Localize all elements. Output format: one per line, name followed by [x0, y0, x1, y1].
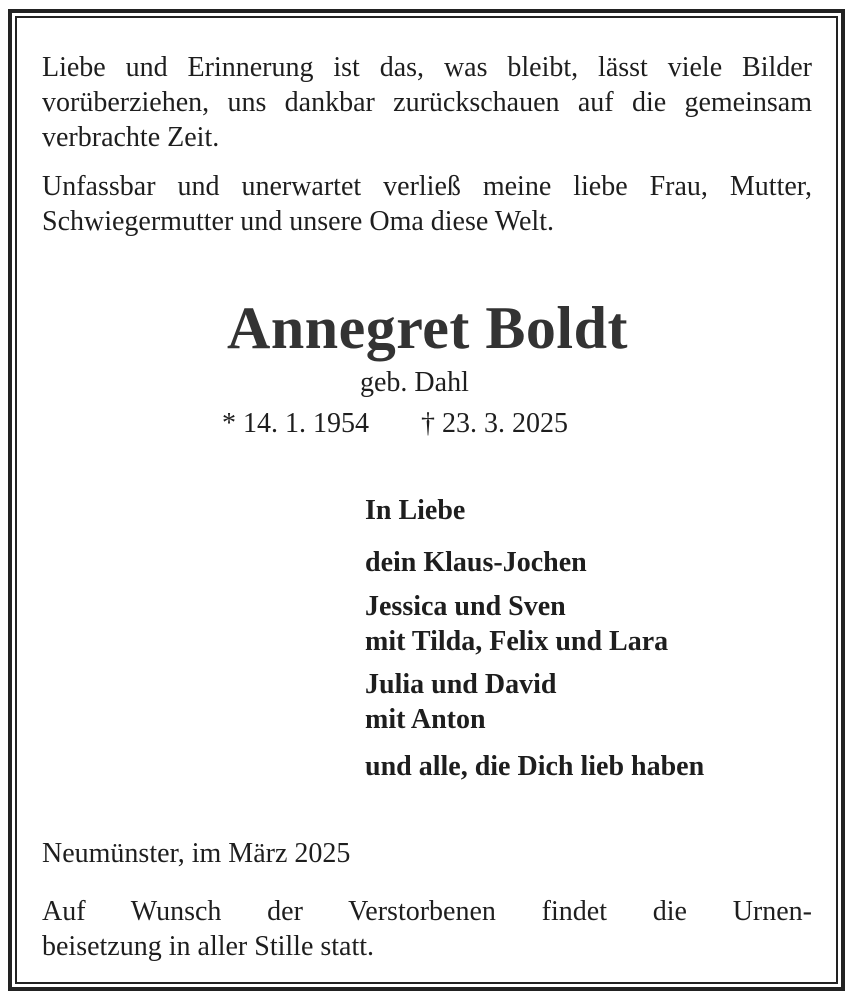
- mourners-list: [365, 493, 704, 784]
- mourner-line-in-liebe: In Liebe: [365, 495, 466, 526]
- birth-date: * 14. 1. 1954: [222, 408, 369, 439]
- deceased-name: Annegret Boldt: [227, 295, 628, 361]
- mourner-line-group1-parents: Jessica und Sven: [365, 591, 566, 622]
- intro-section: [42, 50, 812, 253]
- life-dates: [222, 406, 568, 442]
- mourner-line-group2-children: mit Anton: [365, 704, 486, 735]
- intro-paragraph-1: Liebe und Erinnerung ist das, was bleibt, lässt viele Bilder vorüberziehen, uns dankbar zurückschauen auf die gemeinsam verbrachte Zeit.: [42, 52, 812, 153]
- birth-name: geb. Dahl: [360, 367, 469, 398]
- place-date: Neumünster, im März 2025: [42, 838, 351, 869]
- closing-note-line-1: Auf Wunsch der Verstorbenen findet die Urnen-: [42, 896, 812, 927]
- mourner-line-group1-children: mit Tilda, Felix und Lara: [365, 626, 669, 657]
- mourner-line-all: und alle, die Dich lieb haben: [365, 751, 705, 782]
- closing-note-line-2: beisetzung in aller Stille statt.: [42, 931, 375, 962]
- mourner-line-husband: dein Klaus-Jochen: [365, 547, 587, 578]
- death-date: † 23. 3. 2025: [421, 408, 568, 439]
- mourner-line-group2-parents: Julia und David: [365, 669, 557, 700]
- intro-paragraph-2: Unfassbar und unerwartet verließ meine liebe Frau, Mutter, Schwiegermutter und unsere Oma diese Welt.: [42, 171, 812, 237]
- closing-note: [42, 894, 812, 964]
